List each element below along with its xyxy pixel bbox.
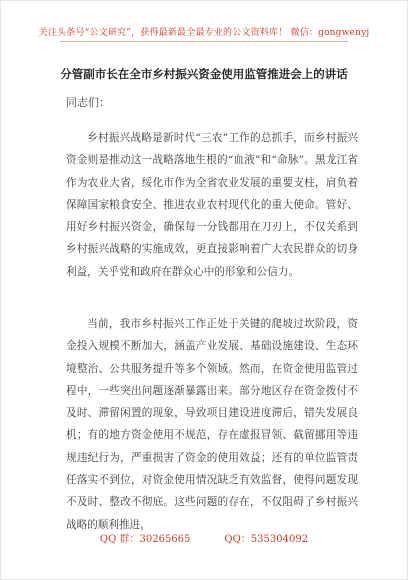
greeting: 同志们： [66,96,110,109]
footer-qq: QQ：535304092 [224,534,309,545]
footer-qq-group: QQ 群：30265665 [99,534,191,545]
paragraph-2: 当前，我市乡村振兴工作正处于关键的爬坡过坎阶段，资金投入规模不断加大，涵盖产业发展、基础设施建设、生态环境整治、公共服务提升等多个领域。然而，在资金使用监管过程中，一些突出问题逐渐暴露出来。部分地区存在资金拨付不及时、滞留闲置的现象，导致项目建设进度滞后，错失发展良机；有的地方资金使用不规范，存在虚报冒领、截留挪用等违规违纪行为，严重损害了资金的使用效益；还有的单位监管责任落实不到位，对资金使用情况缺乏有效监督，使得问题发现不及时、整改不彻底。这些问题的存在，不仅阻碍了乡村振兴战略的顺利推进， [66,318,358,531]
document-title: 分管副市长在全市乡村振兴资金使用监管推进会上的讲话 [60,67,348,81]
footer-contact [0,530,408,545]
header-divider [60,41,348,42]
header-banner: 关注头条号“公文研究”，获得最新最全最专业的公文资料库！ 微信：gongwenyj [38,28,370,38]
paragraph-1: 乡村振兴战略是新时代“三农”工作的总抓手，而乡村振兴资金则是推动这一战略落地生根的“血液”和“命脉”。黑龙江省作为农业大省，绥化市作为全省农业发展的重要支柱，肩负着保障国家粮食安全、推进农业农村现代化的重大使命。管好、用好乡村振兴资金，确保每一分钱都用在刀刃上，不仅关系到乡村振兴战略的实施成效，更直接影响着广大农民群众的切身利益，关乎党和政府在群众心中的形象和公信力。 [66,132,358,278]
